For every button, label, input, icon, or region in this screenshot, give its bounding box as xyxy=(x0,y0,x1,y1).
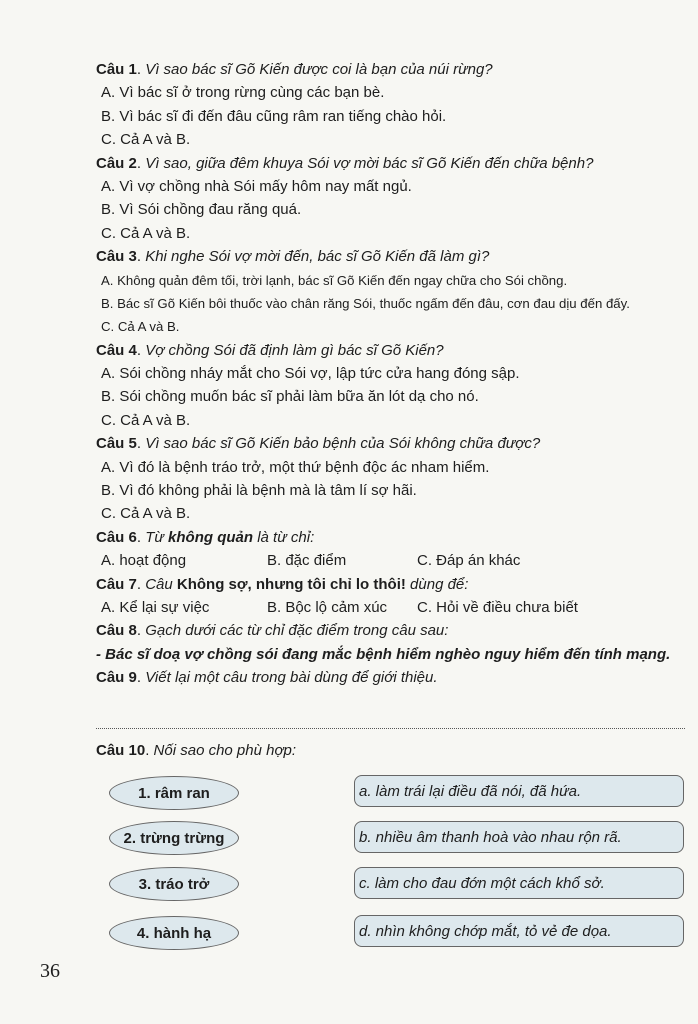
option: A. Không quản đêm tối, trời lạnh, bác sĩ Gõ Kiến đến ngay chữa cho Sói chồng. xyxy=(101,272,568,288)
question-6: Câu 6. Từ không quản là từ chỉ: xyxy=(96,528,315,546)
question-3: Câu 3. Khi nghe Sói vợ mời đến, bác sĩ Gõ Kiến đã làm gì? xyxy=(96,248,490,266)
option: C. Cả A và B. xyxy=(101,319,180,335)
word-oval[interactable]: 3. tráo trở xyxy=(109,867,239,901)
meaning-box[interactable]: d. nhìn không chớp mắt, tỏ vẻ đe dọa. xyxy=(354,915,684,947)
page-number: 36 xyxy=(40,960,60,982)
option: B. Vì bác sĩ đi đến đâu cũng râm ran tiếng chào hỏi. xyxy=(101,107,447,125)
question-5: Câu 5. Vì sao bác sĩ Gõ Kiến bảo bệnh của Sói không chữa được? xyxy=(96,435,541,453)
option: B. Bác sĩ Gõ Kiến bôi thuốc vào chân răng Sói, thuốc ngấm đến đâu, cơn đau dịu đến đấy. xyxy=(101,295,630,311)
option: B. Sói chồng muốn bác sĩ phải làm bữa ăn lót dạ cho nó. xyxy=(101,388,479,406)
options-row xyxy=(96,549,691,572)
word-oval[interactable]: 2. trừng trừng xyxy=(109,821,239,855)
option: A. Kể lại sự việc xyxy=(101,598,210,616)
question-9: Câu 9. Viết lại một câu trong bài dùng để giới thiệu. xyxy=(96,669,438,687)
question-10: Câu 10. Nối sao cho phù hợp: xyxy=(96,742,297,759)
question-4: Câu 4. Vợ chồng Sói đã định làm gì bác sĩ Gõ Kiến? xyxy=(96,341,444,359)
question-7: Câu 7. Câu Không sợ, nhưng tôi chỉ lo thôi! dùng để: xyxy=(96,575,469,593)
question-1: Câu 1. Vì sao bác sĩ Gõ Kiến được coi là bạn của núi rừng? xyxy=(96,61,493,78)
option: B. Vì Sói chồng đau răng quá. xyxy=(101,201,302,219)
option: A. hoạt động xyxy=(101,552,187,570)
word-oval[interactable]: 1. râm ran xyxy=(109,776,239,810)
option: B. đặc điểm xyxy=(267,552,347,570)
meaning-box[interactable]: b. nhiều âm thanh hoà vào nhau rộn rã. xyxy=(354,821,684,853)
word-oval[interactable]: 4. hành hạ xyxy=(109,916,239,950)
option: A. Vì đó là bệnh tráo trở, một thứ bệnh độc ác nham hiểm. xyxy=(101,458,490,476)
option: A. Vì vợ chồng nhà Sói mấy hôm nay mất ngủ. xyxy=(101,177,412,195)
option: C. Cả A và B. xyxy=(101,131,191,149)
meaning-box[interactable]: a. làm trái lại điều đã nói, đã hứa. xyxy=(354,775,684,807)
question-2: Câu 2. Vì sao, giữa đêm khuya Sói vợ mời bác sĩ Gõ Kiến đến chữa bệnh? xyxy=(96,154,594,172)
option: C. Cả A và B. xyxy=(101,505,191,523)
question-8: Câu 8. Gạch dưới các từ chỉ đặc điểm trong câu sau: xyxy=(96,622,449,640)
option: B. Vì đó không phải là bệnh mà là tâm lí sợ hãi. xyxy=(101,482,417,500)
option: A. Sói chồng nháy mắt cho Sói vợ, lập tức cửa hang đóng sập. xyxy=(101,365,520,383)
option: A. Vì bác sĩ ở trong rừng cùng các bạn bè. xyxy=(101,84,385,102)
option: C. Cả A và B. xyxy=(101,411,191,429)
questions xyxy=(96,58,691,690)
option: C. Đáp án khác xyxy=(417,552,521,570)
option: C. Hỏi về điều chưa biết xyxy=(417,598,578,616)
options-row xyxy=(96,596,691,619)
target-sentence: - Bác sĩ doạ vợ chồng sói đang mắc bệnh hiểm nghèo nguy hiểm đến tính mạng. xyxy=(96,645,671,663)
meaning-box[interactable]: c. làm cho đau đớn một cách khổ sở. xyxy=(354,867,684,899)
option: C. Cả A và B. xyxy=(101,224,191,242)
answer-line[interactable] xyxy=(96,728,685,729)
option: B. Bộc lộ cảm xúc xyxy=(267,598,388,616)
